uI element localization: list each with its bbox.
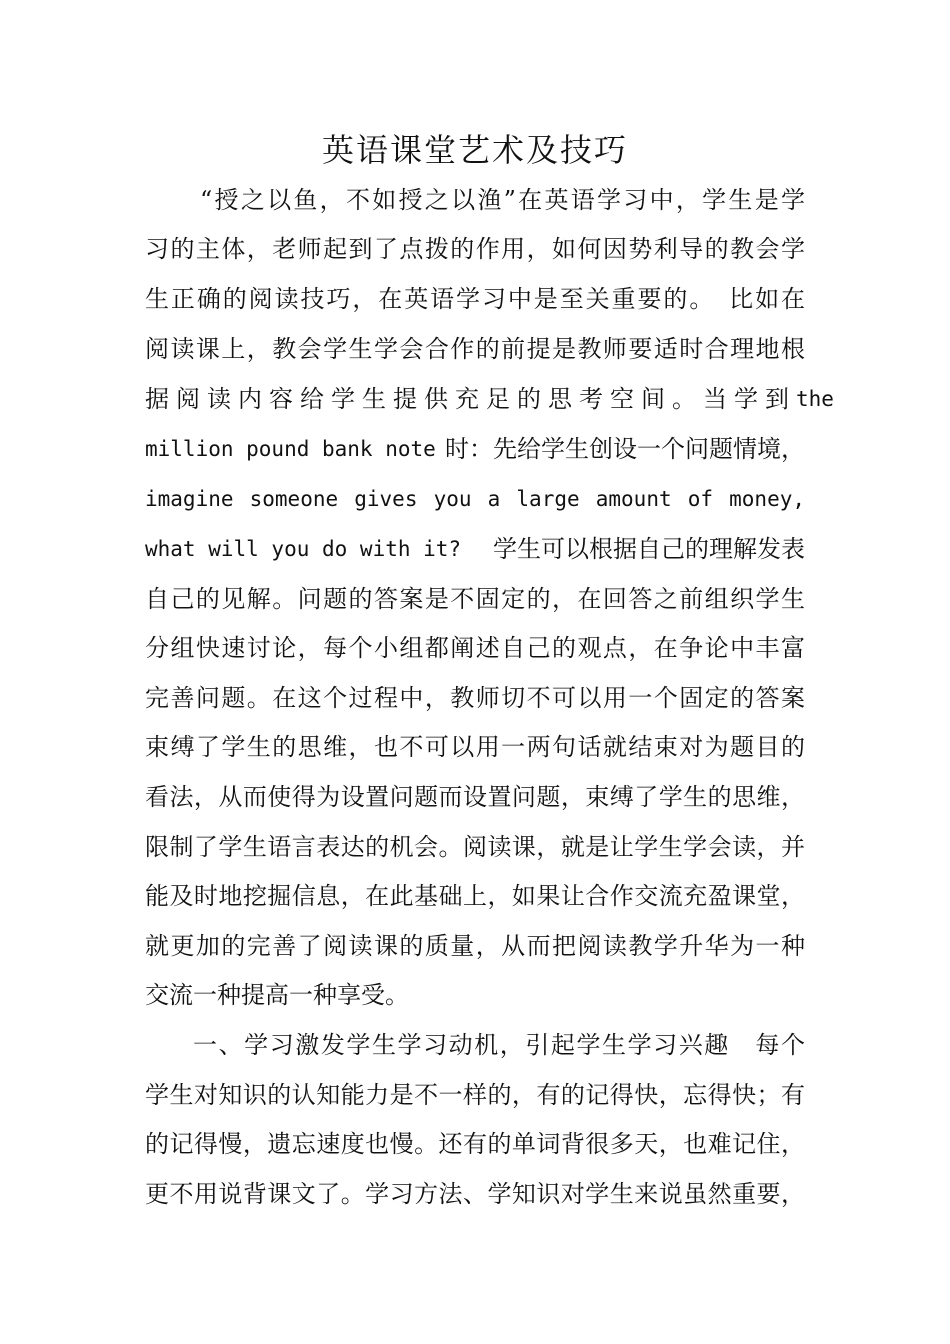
- paragraph-line: imagine someone gives you a large amount of money,: [145, 487, 805, 511]
- paragraph-line: 生正确的阅读技巧，在英语学习中是至关重要的。 比如在: [145, 285, 805, 313]
- paragraph-line: 束缚了学生的思维，也不可以用一两句话就结束对为题目的: [145, 733, 805, 761]
- paragraph-line: 更不用说背课文了。学习方法、学知识对学生来说虽然重要，: [145, 1180, 805, 1208]
- paragraph-line: 能及时地挖掘信息，在此基础上，如果让合作交流充盈课堂，: [145, 882, 805, 910]
- paragraph-line: 自己的见解。问题的答案是不固定的，在回答之前组织学生: [145, 585, 805, 613]
- paragraph-line: 阅读课上，教会学生学会合作的前提是教师要适时合理地根: [145, 335, 805, 363]
- paragraph-line: 交流一种提高一种享受。: [145, 981, 409, 1009]
- line-text-en: what will you do with it?: [145, 537, 462, 561]
- paragraph-line: [145, 424, 805, 474]
- line-text-cn: 时：先给学生创设一个问题情境，: [445, 435, 805, 463]
- paragraph-line: 看法，从而使得为设置问题而设置问题，束缚了学生的思维，: [145, 783, 805, 811]
- paragraph-line: 限制了学生语言表达的机会。阅读课，就是让学生学会读，并: [145, 833, 805, 861]
- document-title: 英语课堂艺术及技巧: [321, 131, 628, 169]
- paragraph-line: 完善问题。在这个过程中，教师切不可以用一个固定的答案: [145, 684, 805, 712]
- paragraph-line: 就更加的完善了阅读课的质量，从而把阅读教学升华为一种: [145, 932, 805, 960]
- line-text-cn: 学生可以根据自己的理解发表: [493, 535, 805, 563]
- line-text-en: million pound bank note: [145, 437, 436, 461]
- paragraph-line: 分组快速讨论，每个小组都阐述自己的观点，在争论中丰富: [145, 634, 805, 662]
- paragraph-line: [145, 524, 805, 574]
- paragraph-line: 学生对知识的认知能力是不一样的，有的记得快，忘得快；有: [145, 1081, 805, 1109]
- paragraph-line: 一、学习激发学生学习动机，引起学生学习兴趣 每个: [193, 1031, 805, 1059]
- line-text-cn: 据阅读内容给学生提供充足的思考空间。当学到: [145, 385, 796, 413]
- line-text-en: the: [796, 387, 834, 411]
- paragraph-line: 习的主体，老师起到了点拨的作用，如何因势利导的教会学: [145, 235, 805, 263]
- paragraph-line: [145, 374, 834, 424]
- paragraph-line: 的记得慢，遗忘速度也慢。还有的单词背很多天，也难记住，: [145, 1130, 805, 1158]
- paragraph-line: “授之以鱼，不如授之以渔”在英语学习中，学生是学: [200, 186, 805, 214]
